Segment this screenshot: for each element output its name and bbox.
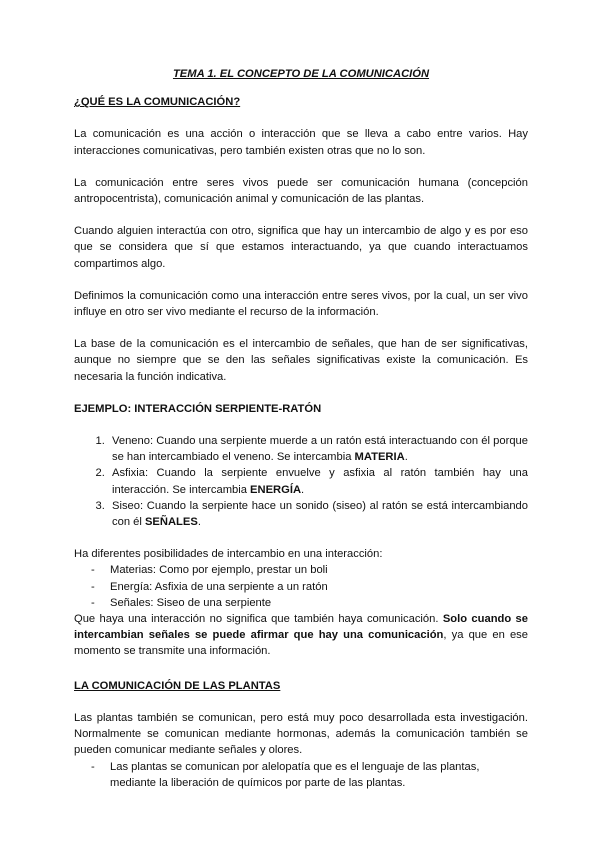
list-item-allelopathy: - Las plantas se comunican por alelopatía que es el lenguaje de las plantas, mediante la liberación de químicos por parte de las plantas. <box>74 759 528 791</box>
paragraph-definition-action: La comunicación es una acción o interacción que se lleva a cabo entre varios. Hay interacciones comunicativas, pero también existen otras que no lo son. <box>74 128 528 157</box>
keyword-senales: SEÑALES <box>144 516 198 529</box>
section-heading-what-is-communication: ¿QUÉ ES LA COMUNICACIÓN? <box>74 96 241 109</box>
example-heading: EJEMPLO: INTERACCIÓN SERPIENTE-RATÓN <box>74 402 322 415</box>
list-item-asphyxia: 2. Asfixia: Cuando la serpiente envuelve y asfixia al ratón también hay una interacción. Se intercambia ENERGÍA. <box>108 465 528 497</box>
plants-dash-list <box>74 759 528 791</box>
list-item-energia: - Energía: Asfixia de una serpiente a un ratón <box>74 579 528 595</box>
keyword-energia: ENERGÍA <box>250 483 302 496</box>
keyword-materia: MATERIA <box>354 451 405 464</box>
section-heading-plants: LA COMUNICACIÓN DE LAS PLANTAS <box>74 679 281 692</box>
list-item-materias: - Materias: Como por ejemplo, prestar un boli <box>74 562 528 578</box>
example-numbered-list <box>74 433 528 530</box>
exchange-dash-list <box>74 562 528 611</box>
paragraph-conclusion: Que haya una interacción no significa que también haya comunicación. Solo cuando se intercambian señales se puede afirmar que hay una comunicación, ya que en ese momento se transmite una información. <box>74 613 528 658</box>
list-item-venom: 1. Veneno: Cuando una serpiente muerde a un ratón está interactuando con él porque se han intercambiado el veneno. Se intercambia MATERIA. <box>108 433 528 465</box>
list-item-senales: - Señales: Siseo de una serpiente <box>74 595 528 611</box>
document-title: TEMA 1. EL CONCEPTO DE LA COMUNICACIÓN <box>172 68 430 80</box>
paragraph-plants-communicate: Las plantas también se comunican, pero está muy poco desarrollada esta investigación. Normalmente se comunican mediante hormonas, además la comunicación también se pueden comunicar mediante señales y olores. <box>74 711 528 757</box>
paragraph-living-beings: La comunicación entre seres vivos puede ser comunicación humana (concepción antropocentrista), comunicación animal y comunicación de las plantas. <box>74 176 528 206</box>
paragraph-exchange-possibilities: Ha diferentes posibilidades de intercambio en una interacción: <box>74 548 383 561</box>
document-page <box>74 66 528 791</box>
paragraph-interaction-exchange: Cuando alguien interactúa con otro, significa que hay un intercambio de algo y es por eso que se considera que sí que estamos interactuando, ya que cuando interactuamos compartimos algo. <box>74 225 528 270</box>
list-item-hiss: 3. Siseo: Cuando la serpiente hace un sonido (siseo) al ratón se está intercambiando con él SEÑALES. <box>108 498 528 530</box>
conclusion-bold-statement: Solo cuando se intercambian señales se puede afirmar que hay una comunicación <box>74 613 528 642</box>
paragraph-definition-information: Definimos la comunicación como una interacción entre seres vivos, por la cual, un ser vivo influye en otro ser vivo mediante el recurso de la información. <box>74 289 528 319</box>
paragraph-signals-basis: La base de la comunicación es el intercambio de señales, que han de ser significativas, aunque no siempre que se den las señales significativas existe la comunicación. Es necesaria la función indicativa. <box>74 338 528 383</box>
